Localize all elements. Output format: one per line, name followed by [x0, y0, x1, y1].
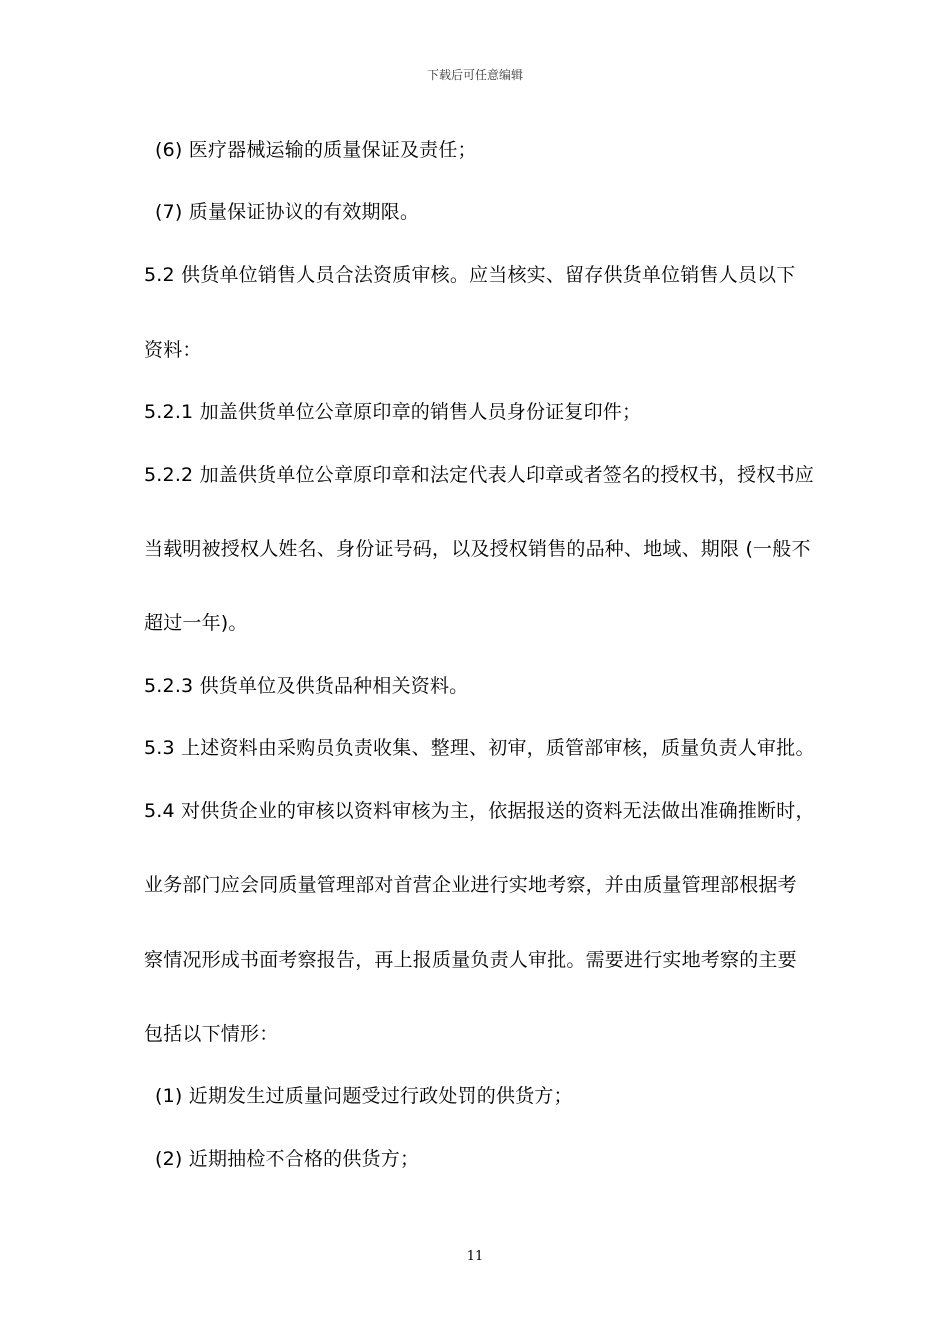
- section-5-2-2-line-1: 5.2.2 加盖供货单位公章原印章和法定代表人印章或者签名的授权书，授权书应: [144, 464, 814, 486]
- list-item-6: (6) 医疗器械运输的质量保证及责任；: [155, 139, 477, 161]
- list-item-1: (1) 近期发生过质量问题受过行政处罚的供货方；: [155, 1085, 573, 1107]
- section-5-2-line-1: 5.2 供货单位销售人员合法资质审核。应当核实、留存供货单位销售人员以下: [144, 264, 796, 286]
- section-5-2-3: 5.2.3 供货单位及供货品种相关资料。: [144, 675, 469, 697]
- list-item-7: (7) 质量保证协议的有效期限。: [155, 201, 420, 223]
- section-5-4-line-1: 5.4 对供货企业的审核以资料审核为主，依据报送的资料无法做出准确推断时，: [144, 800, 815, 822]
- page-header: 下载后可任意编辑: [426, 68, 523, 82]
- section-5-2-line-2: 资料：: [144, 339, 202, 361]
- section-5-2-2-line-2: 当载明被授权人姓名、身份证号码，以及授权销售的品种、地域、期限 (一般不: [144, 538, 811, 560]
- section-5-3: 5.3 上述资料由采购员负责收集、整理、初审，质管部审核，质量负责人审批。: [144, 737, 815, 759]
- section-5-2-2-line-3: 超过一年)。: [144, 612, 248, 634]
- list-item-2: (2) 近期抽检不合格的供货方；: [155, 1148, 420, 1170]
- section-5-2-1: 5.2.1 加盖供货单位公章原印章的销售人员身份证复印件；: [144, 401, 642, 423]
- section-5-4-line-2: 业务部门应会同质量管理部对首营企业进行实地考察，并由质量管理部根据考: [144, 874, 797, 896]
- section-5-4-line-4: 包括以下情形：: [144, 1023, 279, 1045]
- page-number: 11: [466, 1249, 484, 1264]
- section-5-4-line-3: 察情况形成书面考察报告，再上报质量负责人审批。需要进行实地考察的主要: [144, 949, 797, 971]
